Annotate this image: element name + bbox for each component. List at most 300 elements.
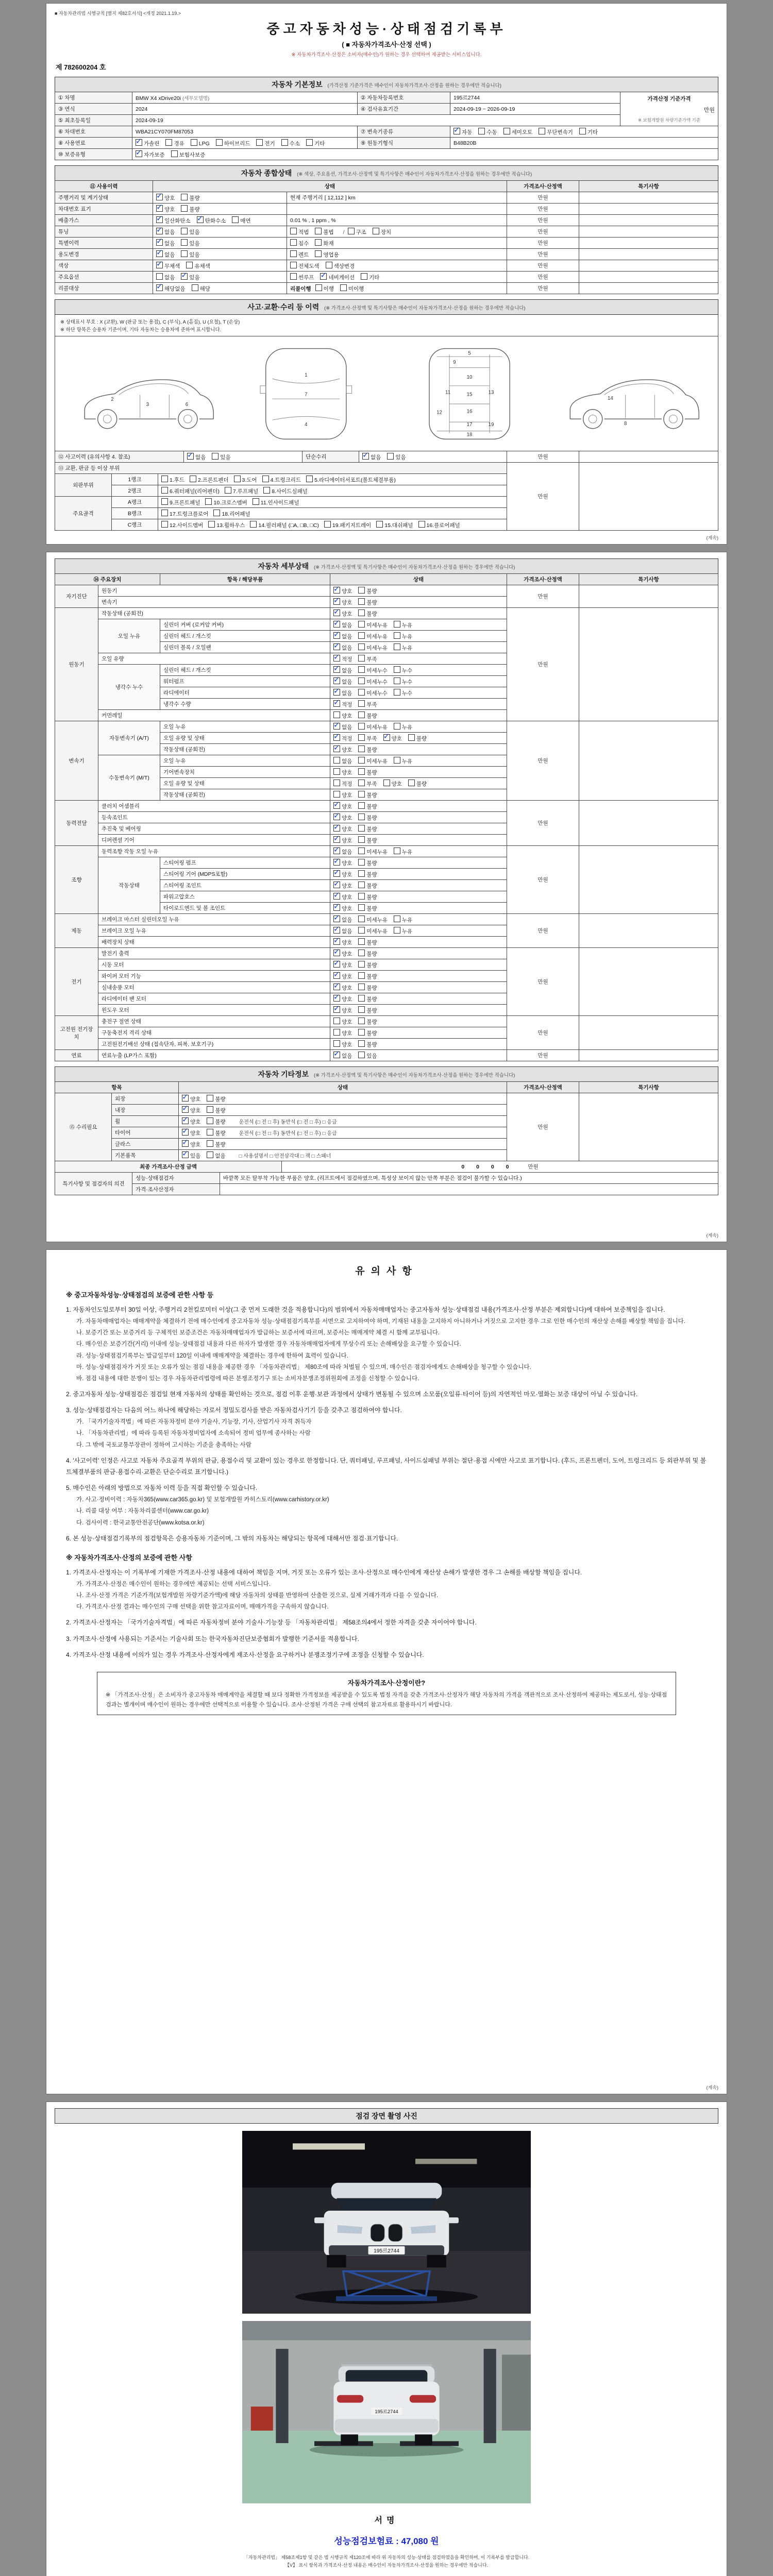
- checkbox-있음[interactable]: [181, 250, 199, 259]
- notice-item: 2. 중고자동차 성능·상태점검은 점검일 현재 자동차의 상태를 확인하는 것으로, 점검 이후 운행·보관 과정에서 상태가 변동될 수 있으며 소모품(오일류·타이어 등)의 자연적인 마모·열화는 보증 대상이 아닐 수 있습니다.: [66, 1390, 638, 1398]
- checkbox-미세누유[interactable]: [358, 621, 388, 629]
- checkbox-없음[interactable]: [333, 666, 352, 674]
- checkbox-적정[interactable]: [333, 655, 352, 663]
- diagram-number: 16: [466, 409, 473, 415]
- price-cell: 만원: [507, 1016, 579, 1050]
- checkbox-label: 해당없음: [164, 285, 186, 292]
- checkbox-label: 불량: [366, 871, 377, 878]
- checkbox-양호[interactable]: [383, 779, 402, 788]
- sub-group-label: 냉각수 누수: [98, 665, 160, 710]
- checkbox-불량[interactable]: [358, 972, 377, 980]
- panel-items: [158, 519, 507, 531]
- checkbox-적정[interactable]: [333, 734, 352, 742]
- checkbox-네비게이션[interactable]: [320, 273, 355, 281]
- checkbox-부족[interactable]: [358, 655, 377, 663]
- checkbox-LPG[interactable]: [191, 139, 210, 147]
- checkbox-없음[interactable]: [333, 632, 352, 640]
- checkbox-미세누유[interactable]: [358, 916, 388, 924]
- checkbox-불량[interactable]: [358, 882, 377, 890]
- state-code-legend: [55, 315, 718, 336]
- checkbox-매연[interactable]: [232, 216, 250, 225]
- checkbox-양호[interactable]: [333, 587, 352, 595]
- checkbox-label: 미세누유: [366, 928, 388, 935]
- checkbox-양호[interactable]: [333, 859, 352, 867]
- checkbox-없음[interactable]: [333, 643, 352, 652]
- checkbox-label: 양호: [342, 747, 352, 753]
- checkbox-부족[interactable]: [358, 734, 377, 742]
- detail-header: [55, 558, 718, 574]
- checkbox-양호[interactable]: [182, 1140, 200, 1148]
- checkbox-1.후드[interactable]: [161, 476, 184, 484]
- checkbox-label: 화재: [323, 240, 334, 247]
- checkbox-불량[interactable]: [358, 745, 377, 754]
- checkbox-15.대쉬패널[interactable]: [376, 521, 413, 529]
- checkbox-있음[interactable]: [387, 453, 406, 461]
- checkbox-영업용[interactable]: [315, 250, 339, 259]
- checkbox-label: 양호: [164, 195, 175, 201]
- checkbox-box: [225, 487, 231, 494]
- notice-item: 6. 본 성능·상태점검기록부의 점검항목은 승용자동차 기준이며, 그 밖의 자동차는 해당되는 항목에 대해서만 점검·표기합니다.: [66, 1534, 398, 1542]
- checkbox-미이행[interactable]: [340, 284, 364, 293]
- checkbox-불량[interactable]: [358, 836, 377, 844]
- price-basis-label: 가격산정 기준가격: [647, 96, 691, 102]
- item-label: 글라스: [112, 1139, 179, 1150]
- checkbox-썬루프[interactable]: [290, 273, 314, 281]
- checkbox-10.크로스멤버[interactable]: [205, 498, 247, 506]
- checkbox-label: 부족: [366, 701, 377, 708]
- basic-info-header: [55, 77, 718, 92]
- checkbox-불량[interactable]: [358, 587, 377, 595]
- checkbox-box: [358, 927, 365, 934]
- checkbox-box: [358, 972, 365, 979]
- checkbox-양호[interactable]: [333, 882, 352, 890]
- state-cell: [179, 1139, 507, 1150]
- checkbox-box: [333, 643, 340, 650]
- item-label: 차대번호 표기: [55, 204, 153, 215]
- checkbox-불량[interactable]: [358, 961, 377, 969]
- checkbox-양호[interactable]: [333, 893, 352, 901]
- checkbox-19.패키지트레이[interactable]: [324, 521, 371, 529]
- remark-cell: [579, 204, 718, 215]
- checkbox-양호[interactable]: [333, 802, 352, 810]
- system-label: 변속기: [55, 721, 98, 801]
- checkbox-불량[interactable]: [181, 205, 199, 213]
- checkbox-label: 불량: [416, 781, 427, 787]
- checkbox-있음[interactable]: [181, 273, 199, 281]
- checkbox-양호[interactable]: [333, 938, 352, 946]
- checkbox-label: 자가보증: [144, 151, 165, 158]
- checkbox-label: 불량: [366, 939, 377, 946]
- state-cell: [330, 891, 507, 903]
- checkbox-양호[interactable]: [333, 791, 352, 799]
- checkbox-9.프론트패널[interactable]: [161, 498, 200, 506]
- checkbox-세미오토[interactable]: [503, 128, 533, 136]
- checkbox-수동[interactable]: [478, 128, 497, 136]
- checkbox-화재[interactable]: [315, 239, 333, 247]
- table-header-row: [55, 1082, 718, 1093]
- checkbox-양호[interactable]: [333, 745, 352, 754]
- checkbox-box: [358, 814, 365, 820]
- checkbox-없음[interactable]: [333, 757, 352, 765]
- item-label: 오일 유량 및 상태: [160, 778, 330, 789]
- checkbox-없음[interactable]: [333, 723, 352, 731]
- exchange-table: [55, 462, 718, 531]
- checkbox-불량[interactable]: [408, 779, 427, 788]
- checkbox-불량[interactable]: [358, 711, 377, 720]
- item-label: 실내송풍 모터: [98, 982, 330, 993]
- checkbox-양호[interactable]: [333, 961, 352, 969]
- checkbox-양호[interactable]: [333, 814, 352, 822]
- etc-table: [55, 1081, 718, 1161]
- checkbox-양호[interactable]: [182, 1106, 200, 1114]
- checkbox-하이브리드[interactable]: [216, 139, 250, 147]
- checkbox-양호[interactable]: [333, 825, 352, 833]
- system-label: 전기: [55, 948, 98, 1016]
- checkbox-box: [358, 632, 365, 639]
- checkbox-불량[interactable]: [207, 1095, 225, 1103]
- item-label: 파워고압호스: [160, 891, 330, 903]
- checkbox-기타[interactable]: [306, 139, 325, 147]
- state-cell: [330, 971, 507, 982]
- checkbox-box: [333, 745, 340, 752]
- checkbox-box: [290, 239, 297, 246]
- checkbox-누유[interactable]: [394, 757, 412, 765]
- system-label: 동력전달: [55, 801, 98, 846]
- checkbox-불량[interactable]: [358, 984, 377, 992]
- checkbox-양호[interactable]: [333, 1029, 352, 1037]
- price-cell: 만원: [507, 948, 579, 1016]
- checkbox-box: [207, 1151, 213, 1158]
- checkbox-양호[interactable]: [333, 836, 352, 844]
- checkbox-탄화수소[interactable]: [197, 216, 226, 225]
- document-note: ※ 자동차가격조사·산정은 소비자(매수인)가 원하는 경우 선택하여 제공받는 서비스입니다.: [291, 52, 482, 58]
- checkbox-box: [394, 848, 400, 854]
- checkbox-18.리어패널[interactable]: [213, 510, 250, 518]
- accident-history-table: [55, 451, 718, 463]
- checkbox-불량[interactable]: [358, 802, 377, 810]
- checkbox-있음[interactable]: [181, 228, 199, 236]
- checkbox-13.휠하우스[interactable]: [208, 521, 245, 529]
- detail-row: [55, 608, 718, 619]
- checkbox-box: [358, 916, 365, 922]
- system-label: 조향: [55, 846, 98, 914]
- checkbox-box: [156, 194, 163, 200]
- checkbox-양호[interactable]: [182, 1117, 200, 1126]
- state-cell: [330, 903, 507, 914]
- checkbox-불법[interactable]: [315, 228, 333, 236]
- final-price-amount: [282, 1161, 718, 1173]
- separator: /: [343, 229, 345, 235]
- checkbox-적정[interactable]: [333, 779, 352, 788]
- checkbox-침수[interactable]: [290, 239, 309, 247]
- checkbox-해당없음[interactable]: [156, 284, 186, 293]
- checkbox-label: 5.라디에이터서포트(볼트체결부품): [314, 477, 396, 483]
- year-label: ③ 연식: [55, 104, 132, 115]
- state-cell: [330, 959, 507, 971]
- diagram-number: 2: [111, 397, 114, 403]
- checkbox-없음[interactable]: [362, 453, 381, 461]
- checkbox-없음[interactable]: [156, 228, 175, 236]
- checkbox-해당[interactable]: [192, 284, 210, 293]
- checkbox-label: 불량: [366, 962, 377, 969]
- checkbox-없음[interactable]: [156, 250, 175, 259]
- checkbox-불량[interactable]: [358, 870, 377, 878]
- checkbox-양호[interactable]: [333, 1018, 352, 1026]
- checkbox-전기[interactable]: [256, 139, 275, 147]
- checkbox-이행[interactable]: [315, 284, 334, 293]
- checkbox-양호[interactable]: [156, 205, 175, 213]
- remark-cell: [579, 1050, 718, 1061]
- checkbox-불량[interactable]: [358, 791, 377, 799]
- checkbox-box: [182, 1095, 189, 1101]
- checkbox-미세누수[interactable]: [358, 689, 388, 697]
- checkbox-5.라디에이터서포트(볼트체결부품)[interactable]: [306, 476, 396, 484]
- checkbox-무채색[interactable]: [156, 262, 180, 270]
- checkbox-box: [290, 273, 297, 280]
- checkbox-미세누수[interactable]: [358, 677, 388, 686]
- checkbox-누유[interactable]: [394, 643, 412, 652]
- notice-subitem: 나. 보증기간 또는 보증거리 등 구체적인 보증조건은 자동차매매업자가 발급하는 보증서에 따르며, 보증서는 매매계약 체결 시 함께 교부됩니다.: [76, 1330, 440, 1336]
- detail-cell: [287, 249, 507, 260]
- checkbox-양호[interactable]: [156, 194, 175, 202]
- checkbox-불량[interactable]: [358, 995, 377, 1003]
- checkbox-11.인사이드패널[interactable]: [253, 498, 299, 506]
- checkbox-box: [333, 609, 340, 616]
- checkbox-불량[interactable]: [358, 609, 377, 618]
- checkbox-양호[interactable]: [182, 1129, 200, 1137]
- checkbox-있음[interactable]: [358, 1052, 377, 1060]
- checkbox-자가보증[interactable]: [136, 150, 165, 159]
- checkbox-box: [156, 250, 163, 257]
- checkbox-불량[interactable]: [358, 768, 377, 776]
- checkbox-양호[interactable]: [383, 734, 402, 742]
- checkbox-box: [281, 139, 288, 146]
- checkbox-적법[interactable]: [290, 228, 309, 236]
- checkbox-6.쿼터패널(리어펜더)[interactable]: [161, 487, 220, 495]
- checkbox-16.플로어패널[interactable]: [418, 521, 460, 529]
- checkbox-불량[interactable]: [358, 1018, 377, 1026]
- price-definition-title: 자동차가격조사·산정이란?: [347, 1679, 426, 1687]
- checkbox-없음[interactable]: [333, 1052, 352, 1060]
- checkbox-양호[interactable]: [333, 609, 352, 618]
- checkbox-불량[interactable]: [408, 734, 427, 742]
- checkbox-렌트[interactable]: [290, 250, 309, 259]
- checkbox-label: 불량: [366, 905, 377, 912]
- checkbox-불량[interactable]: [358, 1040, 377, 1048]
- checkbox-label: 누유: [401, 622, 413, 629]
- checkbox-없음[interactable]: [187, 453, 206, 461]
- checkbox-미세누유[interactable]: [358, 723, 388, 731]
- checkbox-box: [358, 984, 365, 990]
- checkbox-자동[interactable]: [453, 128, 472, 136]
- checkbox-양호[interactable]: [182, 1095, 200, 1103]
- checkbox-있음[interactable]: [181, 239, 199, 247]
- checkbox-양호[interactable]: [333, 598, 352, 606]
- checkbox-전체도색[interactable]: [290, 262, 320, 270]
- checkbox-양호[interactable]: [333, 768, 352, 776]
- detail-cell: [287, 283, 507, 294]
- checkbox-label: 자동: [462, 129, 473, 135]
- checkbox-17.트렁크플로어[interactable]: [161, 510, 208, 518]
- checkbox-있음[interactable]: [212, 453, 230, 461]
- transmission-label: ⑦ 변속기종류: [358, 126, 450, 138]
- checkbox-기타[interactable]: [579, 128, 598, 136]
- checkbox-label: 없음: [342, 917, 352, 923]
- checkbox-label: 누수: [401, 690, 413, 697]
- checkbox-양호[interactable]: [333, 984, 352, 992]
- checkbox-box: [171, 150, 178, 157]
- checkbox-label: 3.도어: [242, 477, 257, 483]
- checkbox-box: [333, 1006, 340, 1013]
- checkbox-불량[interactable]: [207, 1117, 225, 1126]
- checkbox-box: [358, 848, 365, 854]
- price-cell: 만원: [507, 249, 579, 260]
- checkbox-누유[interactable]: [394, 621, 412, 629]
- checkbox-불량[interactable]: [358, 825, 377, 833]
- remark-cell: [579, 226, 718, 238]
- checkbox-불량[interactable]: [358, 938, 377, 946]
- checkbox-label: 13.휠하우스: [216, 522, 245, 529]
- checkbox-미세누유[interactable]: [358, 643, 388, 652]
- state-cell: [330, 993, 507, 1005]
- checkbox-경유[interactable]: [165, 139, 184, 147]
- checkbox-label: 해당: [199, 285, 210, 292]
- checkbox-불량[interactable]: [358, 814, 377, 822]
- col-price: 가격조사·산정액: [507, 1082, 579, 1093]
- price-cell: 만원: [507, 204, 579, 215]
- checkbox-box: [358, 677, 365, 684]
- checkbox-label: 미세누유: [366, 633, 388, 640]
- checkbox-불량[interactable]: [207, 1106, 225, 1114]
- checkbox-누유[interactable]: [394, 927, 412, 935]
- form-page-2: [46, 552, 727, 1242]
- checkbox-box: [373, 228, 379, 234]
- state-cell: [153, 192, 287, 204]
- checkbox-누수[interactable]: [394, 689, 412, 697]
- checkbox-4.트렁크리드[interactable]: [262, 476, 301, 484]
- checkbox-양호[interactable]: [333, 904, 352, 912]
- checkbox-label: 없음: [342, 633, 352, 640]
- checkbox-양호[interactable]: [333, 1006, 352, 1014]
- checkbox-불량[interactable]: [207, 1129, 225, 1137]
- checkbox-8.사이드실패널[interactable]: [263, 487, 308, 495]
- checkbox-적정[interactable]: [333, 700, 352, 708]
- checkbox-있음[interactable]: [182, 1151, 200, 1160]
- remark-cell: [579, 238, 718, 249]
- checkbox-없음[interactable]: [333, 848, 352, 856]
- checkbox-box: [394, 927, 400, 934]
- opinion-table: [55, 1172, 718, 1195]
- item-label: 주요옵션: [55, 272, 153, 283]
- checkbox-3.도어[interactable]: [234, 476, 257, 484]
- checkbox-label: 무단변속기: [547, 129, 573, 135]
- checkbox-label: 없음: [164, 251, 175, 258]
- checkbox-일산화탄소[interactable]: [156, 216, 191, 225]
- vehicle-damage-diagram: [55, 336, 718, 451]
- checkbox-box: [263, 487, 270, 494]
- detail-cell: 현재 주행거리 [ 12,112 ] km: [287, 192, 507, 204]
- photos-header: [55, 2108, 718, 2124]
- checkbox-미세누유[interactable]: [358, 632, 388, 640]
- checkbox-무단변속기[interactable]: [539, 128, 573, 136]
- checkbox-불량[interactable]: [358, 904, 377, 912]
- checkbox-box: [387, 453, 394, 460]
- checkbox-누유[interactable]: [394, 916, 412, 924]
- checkbox-불량[interactable]: [207, 1140, 225, 1148]
- checkbox-유채색[interactable]: [186, 262, 210, 270]
- checkbox-불량[interactable]: [358, 859, 377, 867]
- checkbox-가솔린[interactable]: [136, 139, 159, 147]
- checkbox-label: 양호: [342, 1007, 352, 1014]
- checkbox-14.필러패널 (□A, □B, □C)[interactable]: [250, 521, 318, 529]
- checkbox-누유[interactable]: [394, 723, 412, 731]
- checkbox-보험사보증[interactable]: [171, 150, 206, 159]
- checkbox-없음[interactable]: [333, 927, 352, 935]
- checkbox-없음[interactable]: [333, 689, 352, 697]
- checkbox-부족[interactable]: [358, 779, 377, 788]
- checkbox-부족[interactable]: [358, 700, 377, 708]
- checkbox-미세누유[interactable]: [358, 757, 388, 765]
- checkbox-누유[interactable]: [394, 632, 412, 640]
- checkbox-누수[interactable]: [394, 666, 412, 674]
- checkbox-불량[interactable]: [358, 950, 377, 958]
- checkbox-기타[interactable]: [361, 273, 379, 281]
- checkbox-label: 부족: [366, 656, 377, 663]
- checkbox-box: [333, 779, 340, 786]
- checkbox-12.사이드멤버[interactable]: [161, 521, 203, 529]
- checkbox-불량[interactable]: [181, 194, 199, 202]
- state-cell: [179, 1150, 507, 1161]
- checkbox-box: [394, 643, 400, 650]
- checkbox-미세누유[interactable]: [358, 927, 388, 935]
- checkbox-불량[interactable]: [358, 598, 377, 606]
- checkbox-양호[interactable]: [333, 711, 352, 720]
- checkbox-없음[interactable]: [156, 273, 175, 281]
- opinion-side-label: 특기사항 및 점검자의 의견: [55, 1173, 132, 1195]
- checkbox-미세누수[interactable]: [358, 666, 388, 674]
- notice-item: 4. 가격조사·산정 내용에 이의가 있는 경우 가격조사·산정자에게 재조사·산정을 요구하거나 분쟁조정기구에 조정을 신청할 수 있습니다.: [66, 1651, 424, 1658]
- checkbox-불량[interactable]: [358, 1006, 377, 1014]
- checkbox-양호[interactable]: [333, 1040, 352, 1048]
- checkbox-누수[interactable]: [394, 677, 412, 686]
- checkbox-양호[interactable]: [333, 995, 352, 1003]
- checkbox-불량[interactable]: [358, 1029, 377, 1037]
- checkbox-누유[interactable]: [394, 848, 412, 856]
- checkbox-2.프론트펜더[interactable]: [190, 476, 228, 484]
- checkbox-양호[interactable]: [333, 870, 352, 878]
- checkbox-없음[interactable]: [333, 677, 352, 686]
- checkbox-box: [333, 1052, 340, 1058]
- checkbox-없음[interactable]: [207, 1151, 225, 1160]
- checkbox-box: [394, 666, 400, 673]
- checkbox-양호[interactable]: [333, 972, 352, 980]
- checkbox-양호[interactable]: [333, 950, 352, 958]
- checkbox-7.루프패널[interactable]: [225, 487, 258, 495]
- checkbox-없음[interactable]: [333, 621, 352, 629]
- checkbox-수소[interactable]: [281, 139, 300, 147]
- checkbox-없음[interactable]: [333, 916, 352, 924]
- checkbox-구조[interactable]: [348, 228, 366, 236]
- checkbox-불량[interactable]: [358, 893, 377, 901]
- table-row: [55, 115, 718, 126]
- checkbox-label: 없음: [164, 229, 175, 235]
- checkbox-없음[interactable]: [156, 239, 175, 247]
- diagram-number: 4: [305, 421, 308, 428]
- state-cell: [330, 676, 507, 687]
- checkbox-장치[interactable]: [373, 228, 391, 236]
- checkbox-색상변경[interactable]: [326, 262, 355, 270]
- checkbox-미세누유[interactable]: [358, 848, 388, 856]
